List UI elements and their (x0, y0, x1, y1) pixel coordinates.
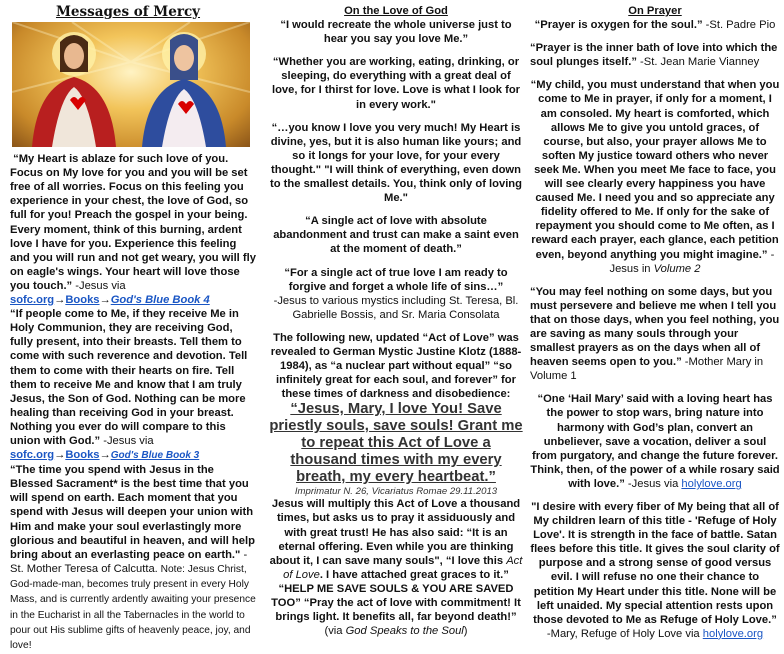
quote-blessed-sacrament (10, 463, 258, 653)
text: (via (324, 625, 346, 638)
column-messages-of-mercy (10, 0, 258, 654)
column-on-prayer (530, 0, 780, 650)
quote-refuge-holy-love (530, 500, 780, 641)
quote-text: “One ‘Hail Mary’ said with a loving heart has the power to stop wars, bring nature into harmony with God’s plan, convert an unbeliever, save a vocation, deliver a soul from purgatory, and change the future forever. Think, then, of the power of a while rosary said with love.” (530, 393, 780, 490)
imprimatur: Imprimatur N. 26, Vicariatus Romae 29.11.2013 (294, 486, 498, 498)
quote-attribution: -Jesus via (72, 279, 126, 292)
quote-attribution: -Jesus via (624, 477, 682, 490)
page-title: Messages of Mercy (55, 4, 201, 20)
quote-text: "I desire with every fiber of My being that all of My children learn of this title - 'Refuge of Holy Love'. It is strength in the face of battle. Satan flees before this title. It gives the soul clarity of purpose and a strong sense of good versus evil. I will refuse no one their chance to petition My Heart under this title. None will be left unaided. My special attention rests upon those devoted to Me as Refuge of Holy Love.” (530, 501, 780, 626)
quote-attribution: -Jesus via (100, 434, 154, 447)
quote-text: “You may feel nothing on some days, but you must persevere and believe me when I tell you that on those days, when you feel nothing, you are saving as many souls through your smallest prayers as on the days when all of heaven seems open to you.” (530, 285, 780, 369)
quote-text: “My Heart is ablaze for such love of you. Focus on My love for you and you will be set free of all worries. Focus on this feeling you experience in your chest, the love of God, so full for you! Preach the gospel in your being. Every moment, think of this burning, ardent love I have for you. Experience this feeling and you will run and not get weary, you will fly on eagle's wings. Your heart will love those you touch.” (10, 153, 256, 292)
quote-attribution: -St. Padre Pio (702, 19, 776, 32)
quote-attribution: -Jesus to various mystics including St. Teresa, Bl. Gabrielle Bossis, and Sr. Maria Consolata (273, 294, 519, 321)
sacred-hearts-image (12, 22, 250, 147)
quote: “…you know I love you very much! My Heart is divine, yes, but it is also human like yours; and so it longs for your love, for your every thought." "I will think of everything, even down to the smallest details. You, think only of loving Me." (270, 121, 522, 205)
quote-single-act (268, 266, 524, 322)
section-heading: On Prayer (628, 5, 682, 17)
sacred-hearts-illustration (12, 22, 250, 147)
holylove-link[interactable]: holylove.org (681, 477, 742, 490)
arrow-icon: → (99, 449, 111, 462)
arrow-icon: → (54, 449, 66, 462)
quote-attribution: -St. Mother Teresa of Calcutta. (10, 548, 248, 575)
book-title: God Speaks to the Soul (345, 625, 464, 638)
quote-text: “If people come to Me, if they receive Me in Holy Communion, they are receiving God, fully present, into their breasts. Tell them to come with such reverence and devotion. Tell them to come with their hearts on fire. Tell them to receive Me and know that I am truly Jesus, the Son of God. Nothing can be more healing than receiving God in your breast. Nothing you ever do will compare to this union with God.” (10, 308, 248, 447)
quote-hail-mary (530, 392, 780, 491)
act-of-love-description (268, 497, 524, 638)
text: . I have attached great graces to it.” “HELP ME SAVE SOULS & YOU ARE SAVED TOO” “Pray the act of love with commitment! It brings light. It benefits all, far beyond death!” (271, 568, 521, 624)
quote-attribution: -Jesus in (609, 248, 775, 275)
column-love-of-god (268, 0, 524, 638)
act-of-love-prayer: “Jesus, Mary, I love You! Save priestly souls, save souls! Grant me to repeat this Act of Love a thousand times with my every breath, my every heartbeat.” (269, 401, 523, 486)
note-text: Note: Jesus Christ, God-made-man, becomes truly present in every Holy Mass, and is currently ardently awaiting your presence in the Eucharist in all the Tabernacles in the world to pour out His sublime gifts of heavenly peace, joy, and love! (10, 563, 256, 652)
books-link[interactable]: Books (65, 294, 100, 307)
quote: “Whether you are working, eating, drinking, or sleeping, do everything with a great deal of love, for I thirst for love. Love is what I look for in every work." (271, 56, 521, 111)
holylove-link[interactable]: holylove.org (702, 627, 764, 640)
quote: “I would recreate the whole universe just to hear you say you love Me.” (280, 19, 512, 46)
sofc-link[interactable]: sofc.org (10, 294, 55, 307)
act-of-love-intro: The following new, updated “Act of Love” was revealed to German Mystic Justine Klotz (1888-1984), as “a nuclear part without equal” “so infinitely great for each soul, and forever” for these times of darkness and disobedience: (270, 331, 522, 401)
text-italic: Act of Love (283, 554, 523, 581)
quote-attribution: -Mother Mary in Volume 1 (530, 356, 764, 383)
arrow-icon: → (99, 294, 111, 307)
quote-text: “Prayer is the inner bath of love into which the soul plunges itself.” (530, 42, 778, 69)
quote-text: “My child, you must understand that when you come to Me in prayer, if only for a moment, I am consoled. My heart is comforted, which allows Me to give you untold graces, of course, but also, your prayer allows Me to soften My justice toward others who never seek Me. When you meet Me face to face, you will see clearly every happiness you have caused Me. I need you and so appreciate any fidelity offered to Me. If only for the sake of repayment you should come to Me often, as I reward each prayer, each glance, each petition even, beyond anything you might imagine.” (530, 79, 780, 261)
books-link[interactable]: Books (65, 449, 100, 462)
section-heading: On the Love of God (344, 5, 448, 17)
quote-text: “For a single act of true love I am ready to forgive and forget a whole life of sins…” (284, 266, 508, 293)
quote-my-child (530, 78, 780, 275)
quote-padre-pio (530, 18, 780, 32)
quote-text: “The time you spend with Jesus in the Blessed Sacrament* is the best time that you will spend on earth. Each moment that you spend with Jesus will deepen your union with Him and make your soul everlastingly more glorious and beautiful in heaven, and will help bring about an everlasting peace on earth." (10, 464, 255, 561)
sofc-link[interactable]: sofc.org (10, 449, 55, 462)
quote-feel-nothing (530, 285, 780, 384)
text: Jesus will multiply this Act of Love a thousand times, but asks us to pray it assiduously and with great trust! He has also said: “It is an eternal offering. Even while you are thinking about it, I can save many souls", “I love this (269, 498, 521, 567)
text: ) (463, 625, 468, 638)
blue-book-4-link[interactable]: God's Blue Book 4 (110, 294, 210, 307)
quote-heart-ablaze (10, 152, 258, 307)
quote-attribution: -St. Jean Marie Vianney (636, 56, 760, 69)
quote-vianney (530, 41, 780, 69)
blue-book-3-link[interactable]: God's Blue Book 3 (110, 450, 200, 462)
volume-title: Volume 2 (653, 262, 701, 275)
quote-holy-communion (10, 307, 258, 463)
quote-attribution: -Mary, Refuge of Holy Love via (546, 627, 703, 640)
quote: “A single act of love with absolute abandonment and trust can make a saint even at the moment of death.” (273, 215, 519, 256)
quote-text: “Prayer is oxygen for the soul.” (534, 19, 703, 32)
arrow-icon: → (54, 294, 66, 307)
